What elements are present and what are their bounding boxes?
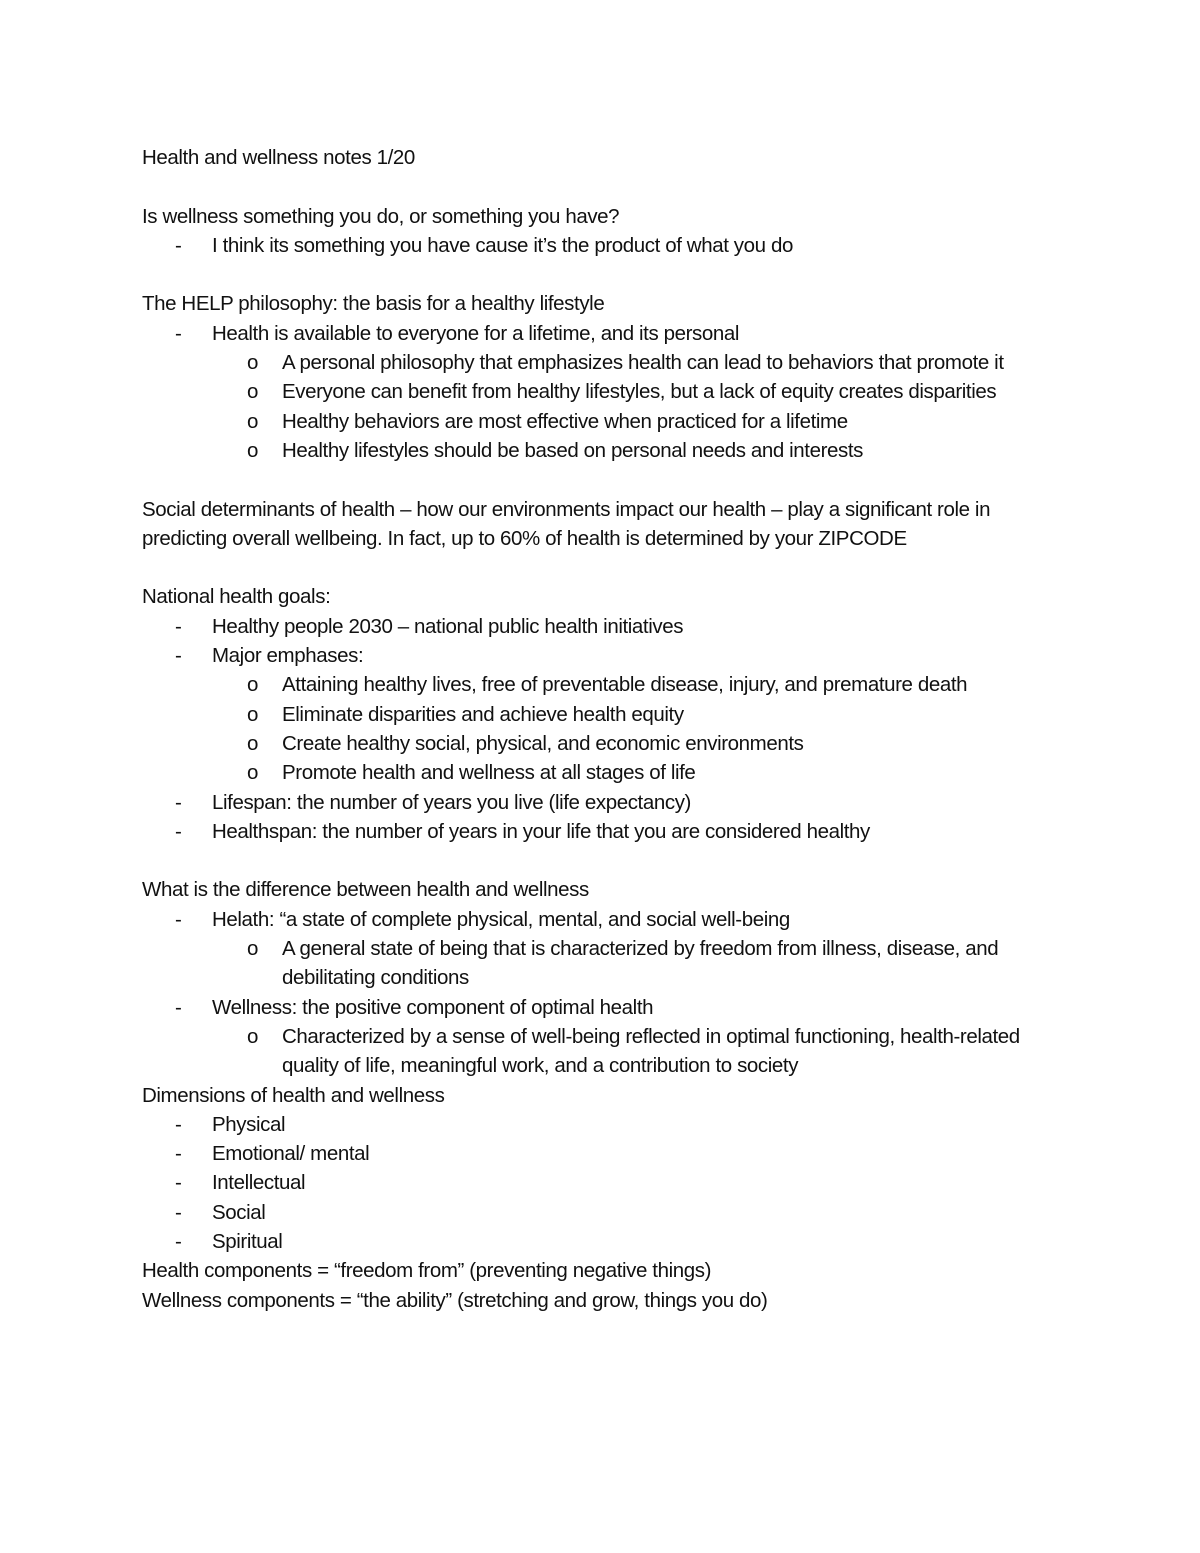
section-heading: Dimensions of health and wellness [142,1083,445,1107]
list-item [142,993,1052,1022]
list-item [142,1168,1052,1197]
list-item [142,905,1052,934]
circle-bullet: o [247,1024,259,1048]
list-item [142,319,1052,348]
list-item-text: Helath: “a state of complete physical, mental, and social well-being [212,907,790,931]
notes-page [142,143,1052,1315]
sub-list-item-text: Healthy behaviors are most effective when practiced for a lifetime [282,409,848,433]
sub-list-item-text: Everyone can benefit from healthy lifestyles, but a lack of equity creates disparities [282,380,997,404]
blank-line [142,553,1052,582]
list-item [142,1198,1052,1227]
list-item [142,612,1052,641]
list-item-text: Spiritual [212,1229,283,1253]
dash-bullet: - [175,907,182,931]
sub-list-item [142,758,1052,787]
blank-line [142,846,1052,875]
list-item-text: Intellectual [212,1171,306,1195]
blank-line [142,465,1052,494]
sub-list-item-text: Attaining healthy lives, free of preventable disease, injury, and premature death [282,673,968,697]
dash-bullet: - [175,321,182,345]
circle-bullet: o [247,937,259,961]
list-item-text: Wellness: the positive component of optimal health [212,995,654,1019]
sub-list-item-text: Healthy lifestyles should be based on personal needs and interests [282,438,864,462]
circle-bullet: o [247,351,259,375]
dash-bullet: - [175,1112,182,1136]
list-item-text: Health is available to everyone for a lifetime, and its personal [212,321,740,345]
list-item [142,641,1052,670]
dash-bullet: - [175,1142,182,1166]
circle-bullet: o [247,761,259,785]
circle-bullet: o [247,380,259,404]
sub-list-item [142,348,1052,377]
list-item-text: Physical [212,1112,286,1136]
paragraph: Social determinants of health – how our environments impact our health – play a significant role in predicting overall wellbeing. In fact, up to 60% of health is determined by your ZIPCODE [142,497,991,550]
sub-list-item-text: Promote health and wellness at all stages of life [282,761,696,785]
sub-list-item [142,729,1052,758]
dash-bullet: - [175,614,182,638]
circle-bullet: o [247,731,259,755]
circle-bullet: o [247,409,259,433]
list-item [142,231,1052,260]
list-item-text: Emotional/ mental [212,1142,370,1166]
dash-bullet: - [175,1171,182,1195]
wellness-components-line: Wellness components = “the ability” (stretching and grow, things you do) [142,1288,768,1312]
sub-list-item [142,934,1052,993]
list-item-text: Social [212,1200,266,1224]
sub-list-item [142,1022,1052,1081]
dash-bullet: - [175,819,182,843]
circle-bullet: o [247,673,259,697]
list-item-text: I think its something you have cause it’s the product of what you do [212,233,793,257]
dash-bullet: - [175,1200,182,1224]
list-item [142,1110,1052,1139]
list-item-text: Healthspan: the number of years in your life that you are considered healthy [212,819,870,843]
blank-line [142,172,1052,201]
health-components-line: Health components = “freedom from” (preventing negative things) [142,1259,712,1283]
list-item [142,788,1052,817]
section-heading: The HELP philosophy: the basis for a healthy lifestyle [142,292,605,316]
sub-list-item [142,700,1052,729]
list-item [142,1139,1052,1168]
list-item-text: Major emphases: [212,644,364,668]
question-line: Is wellness something you do, or something you have? [142,204,620,228]
sub-list-item-text: A personal philosophy that emphasizes health can lead to behaviors that promote it [282,351,1004,375]
sub-list-item-text: Eliminate disparities and achieve health equity [282,702,684,726]
dash-bullet: - [175,233,182,257]
dash-bullet: - [175,644,182,668]
section-heading: What is the difference between health and wellness [142,878,589,902]
dash-bullet: - [175,790,182,814]
list-item [142,817,1052,846]
dash-bullet: - [175,995,182,1019]
dash-bullet: - [175,1229,182,1253]
sub-list-item [142,436,1052,465]
sub-list-item-text: Create healthy social, physical, and economic environments [282,731,804,755]
section-heading: National health goals: [142,585,331,609]
sub-list-item-text: Characterized by a sense of well-being reflected in optimal functioning, health-related quality of life, meaningful work, and a contribution to society [282,1024,1020,1078]
blank-line [142,260,1052,289]
sub-list-item [142,377,1052,406]
sub-list-item [142,407,1052,436]
list-item-text: Healthy people 2030 – national public health initiatives [212,614,684,638]
list-item-text: Lifespan: the number of years you live (life expectancy) [212,790,691,814]
sub-list-item [142,670,1052,699]
sub-list-item-text: A general state of being that is characterized by freedom from illness, disease, and debilitating conditions [282,937,999,990]
document-title: Health and wellness notes 1/20 [142,146,415,169]
list-item [142,1227,1052,1256]
circle-bullet: o [247,702,259,726]
circle-bullet: o [247,438,259,462]
